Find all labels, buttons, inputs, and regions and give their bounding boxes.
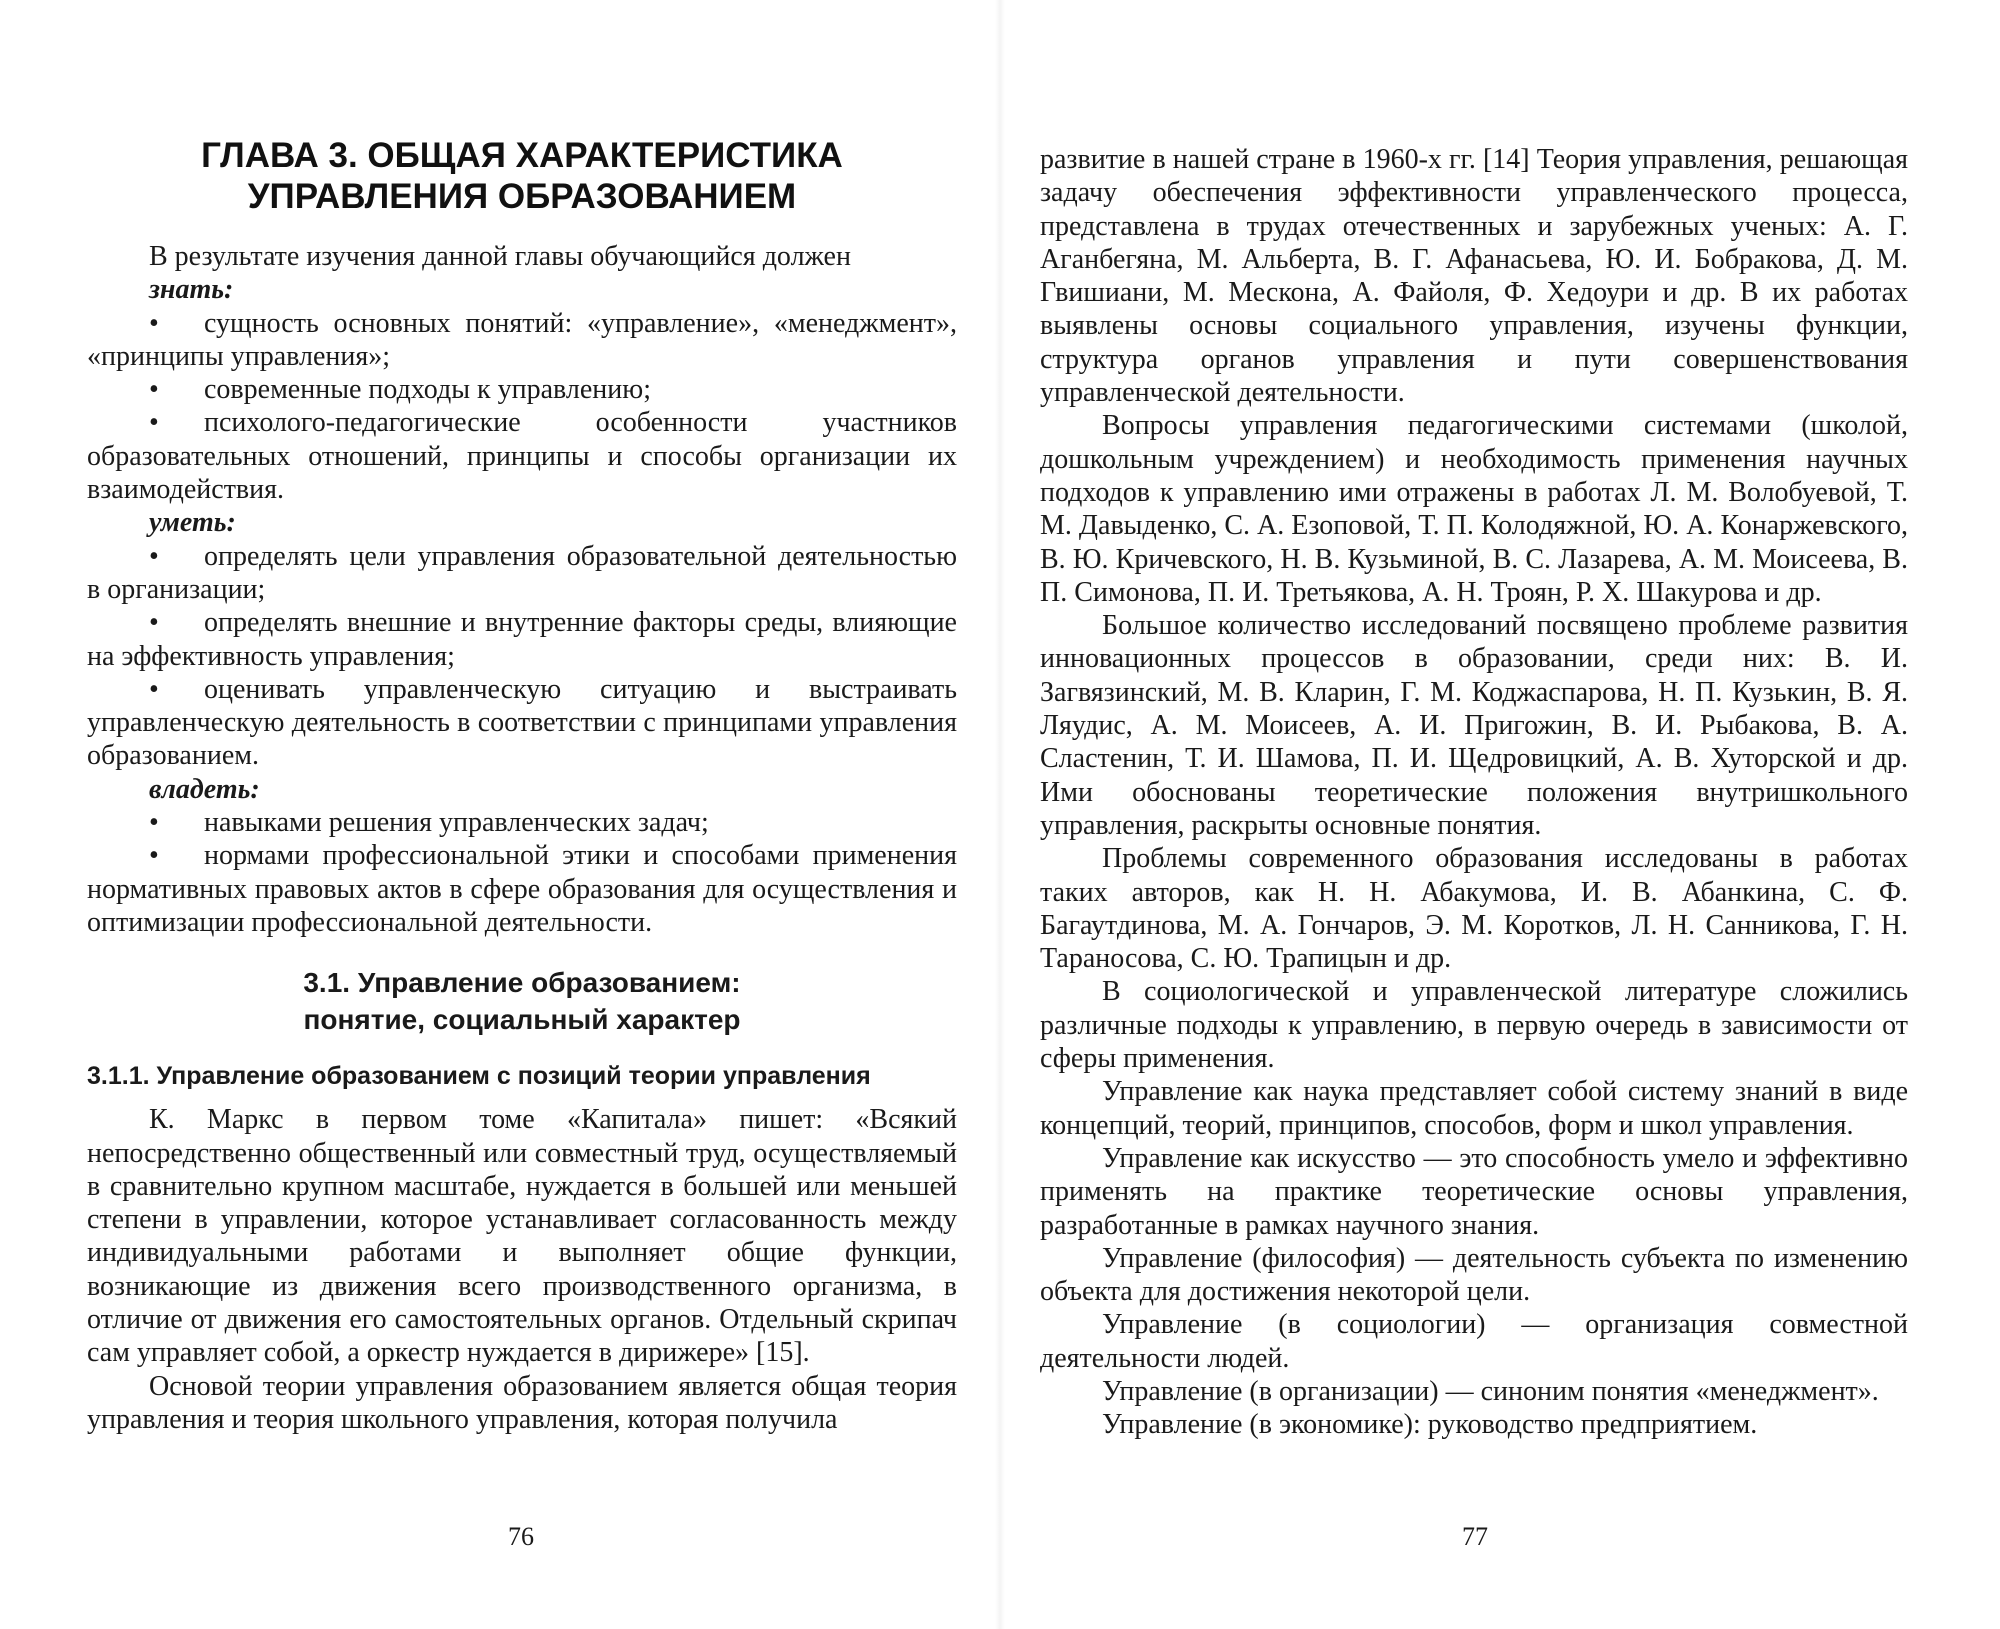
list-item: [87, 673, 957, 773]
right-page: [1000, 0, 2000, 1629]
paragraph: развитие в нашей стране в 1960-х гг. [14] Теория управления, решающая задачу обеспечения эффективности управленческого процесса, представлена в трудах отечественных и зарубежных ученых: А. Г. Аганбегяна, М. Альберта, В. Г. Афанасьева, Ю. И. Бобракова, Д. М. Гвишиани, М. Мескона, А. Файоля, Ф. Хедоури и др. В их работах выявлены основы социального управления, изучены функции, структура органов управления и пути совершенствования управленческой деятельности.: [1040, 144, 1908, 409]
paragraph: Вопросы управления педагогическими системами (школой, дошкольным учреждением) и необходимость применения научных подходов к управлению ими отражены в работах Л. М. Волобуевой, Т. М. Давыденко, С. А. Езоповой, Т. П. Колодяжной, Ю. А. Конаржевского, В. Ю. Кричевского, Н. В. Кузьминой, В. С. Лазарева, А. М. Моисеева, В. П. Симонова, П. И. Третьякова, А. Н. Троян, Р. Х. Шакурова и др.: [1040, 410, 1908, 608]
list-item-text: психолого-педагогические особенности участников образовательных отношений, принципы и способы организации их взаимодействия.: [87, 407, 957, 506]
paragraph: Большое количество исследований посвящено проблеме развития инновационных процессов в образовании, среди них: В. И. Загвязинский, М. В. Кларин, Г. М. Коджаспарова, Н. П. Кузькин, В. Я. Ляудис, А. М. Моисеев, А. И. Пригожин, В. И. Рыбакова, В. А. Сластенин, Т. И. Шамова, П. И. Щедровицкий, А. В. Хуторской и др. Ими обоснованы теоретические положения внутришкольного управления, раскрыты основные понятия.: [1040, 610, 1908, 841]
paragraph: Управление (философия) — деятельность субъекта по изменению объекта для достижения некоторой цели.: [1040, 1242, 1908, 1308]
list-item-text: сущность основных понятий: «управление», «менеджмент», «принципы управления»;: [87, 307, 957, 372]
bullet-icon: •: [149, 374, 159, 406]
paragraph: К. Маркс в первом томе «Капитала» пишет: «Всякий непосредственно общественный или совместный труд, осуществляемый в сравнительно крупном масштабе, нуждается в большей или меньшей степени в управлении, которое устанавливает согласованность между индивидуальными работами и выполняет общие функции, возникающие из движения всего производственного организма, в отличие от движения его самостоятельных органов. Отдельный скрипач сам управляет собой, а оркестр нуждается в дирижере» [15].: [87, 1104, 957, 1369]
bullet-icon: •: [149, 840, 159, 872]
left-text-column: [87, 240, 957, 1436]
page-number: 77: [1462, 1522, 1488, 1551]
list-item: [87, 406, 957, 506]
intro-text: В результате изучения данной главы обучающийся должен: [149, 241, 851, 272]
list-item: [87, 806, 957, 839]
bullet-icon: •: [149, 807, 159, 839]
bullet-icon: •: [149, 607, 159, 639]
paragraph: Управление как наука представляет собой систему знаний в виде концепций, теорий, принципов, способов, форм и школ управления.: [1040, 1076, 1908, 1141]
bullet-icon: •: [149, 540, 159, 572]
list-item: [87, 307, 957, 374]
paragraph: Управление как искусство — это способность умело и эффективно применять на практике теоретические основы управления, разработанные в рамках научного знания.: [1040, 1142, 1908, 1241]
list-item-text: определять цели управления образовательной деятельностью в организации;: [87, 540, 957, 605]
chapter-title-line: УПРАВЛЕНИЯ ОБРАЗОВАНИЕМ: [247, 177, 797, 216]
list-item: [87, 540, 957, 607]
section-title: [87, 964, 957, 1038]
chapter-title: [87, 135, 957, 217]
list-item-text: нормами профессиональной этики и способами применения нормативных правовых актов в сфере образования для осуществления и оптимизации профессиональной деятельности.: [87, 840, 957, 938]
chapter-title-line: ГЛАВА 3. ОБЩАЯ ХАРАКТЕРИСТИКА: [201, 136, 843, 175]
page-number: 76: [508, 1522, 534, 1551]
list-item: [87, 606, 957, 673]
subsection-title: 3.1.1. Управление образованием с позиций теории управления: [87, 1062, 871, 1091]
paragraph: Основой теории управления образованием является общая теория управления и теория школьного управления, которая получила: [87, 1370, 957, 1435]
master-label: владеть:: [149, 773, 260, 805]
paragraph: Управление (в социологии) — организация совместной деятельности людей.: [1040, 1309, 1908, 1374]
paragraph: Управление (в экономике): руководство предприятием.: [1102, 1409, 1758, 1441]
paragraph: В социологической и управленческой литературе сложились различные подходы к управлению, в первую очередь в зависимости от сферы применения.: [1040, 976, 1908, 1075]
right-text-column: [1040, 143, 1908, 1442]
bullet-icon: •: [149, 407, 159, 439]
section-title-line: понятие, социальный характер: [303, 1004, 741, 1036]
bullet-icon: •: [149, 673, 159, 705]
list-item-text: современные подходы к управлению;: [204, 374, 651, 406]
list-item: [87, 839, 957, 939]
list-item: [87, 373, 957, 406]
able-label: уметь:: [149, 507, 236, 539]
list-item-text: оценивать управленческую ситуацию и выстраивать управленческую деятельность в соответствии с принципами управления образованием.: [87, 673, 957, 772]
list-item-text: навыками решения управленческих задач;: [204, 807, 709, 839]
know-label: знать:: [149, 274, 234, 306]
list-item-text: определять внешние и внутренние факторы среды, влияющие на эффективность управления;: [87, 607, 957, 672]
bullet-icon: •: [149, 307, 159, 339]
section-title-line: 3.1. Управление образованием:: [303, 967, 741, 999]
paragraph: Управление (в организации) — синоним понятия «менеджмент».: [1102, 1375, 1879, 1407]
paragraph: Проблемы современного образования исследованы в работах таких авторов, как Н. Н. Абакумова, И. В. Абанкина, С. Ф. Багаутдинова, М. А. Гончаров, Э. М. Коротков, Л. Н. Санникова, Г. Н. Тараносова, С. Ю. Трапицын и др.: [1040, 843, 1908, 975]
